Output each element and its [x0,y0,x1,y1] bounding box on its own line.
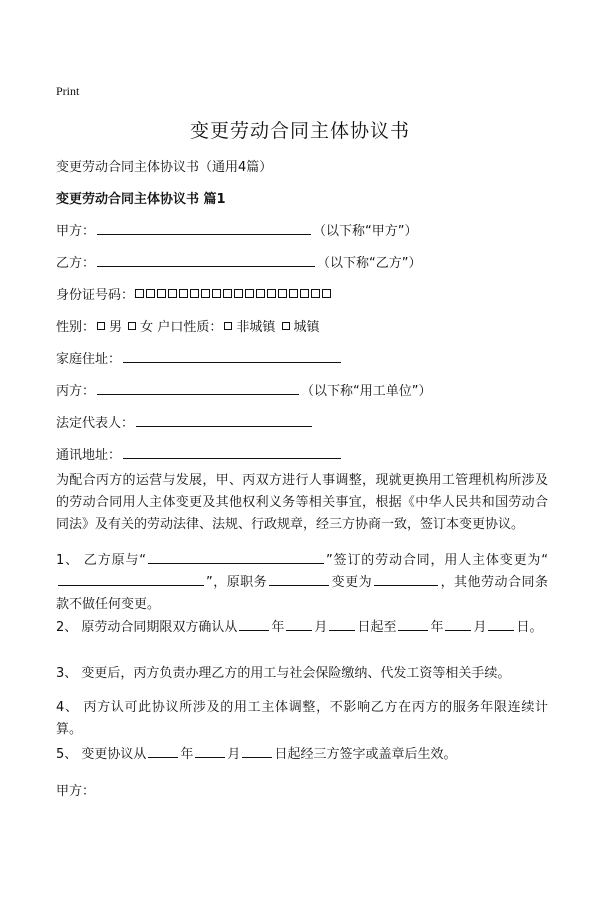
female-label: 女 [140,320,154,335]
id-number-label: 身份证号码： [56,288,135,303]
clause-2 [56,617,548,639]
legal-rep-label: 法定代表人： [56,416,135,431]
legal-rep-blank[interactable] [136,413,312,427]
print-label: Print [56,84,80,98]
mail-address-label: 通讯地址： [56,448,122,463]
party-c-row [56,380,432,399]
clause-4: 4、 丙方认可此协议所涉及的用工主体调整，不影响乙方在丙方的服务年限连续计算。 [56,700,548,737]
section-heading: 变更劳动合同主体协议书 篇1 [56,192,226,207]
legal-rep-row [56,412,314,431]
party-b-row [56,252,422,271]
urban-label: 城镇 [293,320,320,335]
non-urban-label: 非城镇 [236,320,276,335]
clause-2-start-month-blank[interactable] [286,617,312,631]
clause-1-old-position-blank[interactable] [269,572,329,586]
clause-5-text-a: 5、 变更协议从 [56,747,147,762]
gender-label: 性别： [56,320,96,335]
id-number-row [56,284,332,303]
clause-5-text-b: 日起经三方签字或盖章后生效。 [274,747,457,762]
party-b-suffix: （以下称“乙方”） [317,256,422,271]
day-from-label: 日起至 [357,620,397,635]
month-label: 月 [473,620,487,635]
clause-1-text-e: ，其他劳动合同条款不做任何变更。 [56,575,548,612]
party-a-label: 甲方： [56,224,96,239]
mail-address-row [56,444,343,463]
clause-1-text-b: ”签订的劳动合同，用人主体变更为“ [326,553,548,568]
id-number-boxes[interactable] [134,288,332,303]
address-row [56,348,343,367]
party-b-label: 乙方： [56,256,96,271]
address-blank[interactable] [123,349,341,363]
non-urban-checkbox[interactable] [224,322,232,330]
clause-5-year-blank[interactable] [148,744,178,758]
party-b-blank[interactable] [97,253,315,267]
male-checkbox[interactable] [97,322,105,330]
intro-paragraph: 为配合丙方的运营与发展，甲、丙双方进行人事调整，现就更换用工管理机构所涉及的劳动合同用人主体变更及其他权利义务等相关事宜，根据《中华人民共和国劳动合同法》及有关的劳动法律、法规、行政规章，经三方协商一致，签订本变更协议。 [56,473,548,532]
party-a-blank[interactable] [97,221,311,235]
clause-1 [56,550,548,616]
year-label: 年 [180,747,194,762]
urban-checkbox[interactable] [282,322,290,330]
sign-party-a: 甲方： [56,784,96,799]
clause-2-end-day-blank[interactable] [488,617,514,631]
year-label: 年 [430,620,444,635]
clause-1-text-a: 1、 乙方原与“ [56,553,147,568]
clause-2-end-month-blank[interactable] [445,617,471,631]
clause-5 [56,744,548,766]
clause-1-original-employer-blank[interactable] [148,550,324,564]
clause-1-text-d: 变更为 [331,575,373,590]
female-checkbox[interactable] [128,322,136,330]
mail-address-blank[interactable] [123,445,341,459]
clause-3: 3、 变更后，丙方负责办理乙方的用工与社会保险缴纳、代发工资等相关手续。 [56,666,511,681]
party-c-blank[interactable] [97,381,299,395]
clause-2-start-day-blank[interactable] [329,617,355,631]
household-label: 户口性质： [157,320,223,335]
year-label: 年 [271,620,285,635]
month-label: 月 [227,747,241,762]
clause-1-text-c: ”，原职务 [206,575,268,590]
document-title: 变更劳动合同主体协议书 [189,120,410,142]
day-label: 日。 [516,620,543,635]
clause-2-end-year-blank[interactable] [398,617,428,631]
address-label: 家庭住址： [56,352,122,367]
clause-1-new-position-blank[interactable] [374,572,438,586]
gender-row [56,316,320,335]
clause-2-text: 2、 原劳动合同期限双方确认从 [56,620,238,635]
party-a-suffix: （以下称“甲方”） [313,224,418,239]
clause-5-day-blank[interactable] [242,744,272,758]
party-a-row [56,220,418,239]
male-label: 男 [109,320,123,335]
clause-1-new-employer-blank[interactable] [58,572,204,586]
month-label: 月 [314,620,328,635]
clause-5-month-blank[interactable] [195,744,225,758]
party-c-suffix: （以下称“用工单位”） [301,384,432,399]
document-subtitle: 变更劳动合同主体协议书（通用4篇） [56,160,273,175]
party-c-label: 丙方： [56,384,96,399]
clause-2-start-year-blank[interactable] [239,617,269,631]
